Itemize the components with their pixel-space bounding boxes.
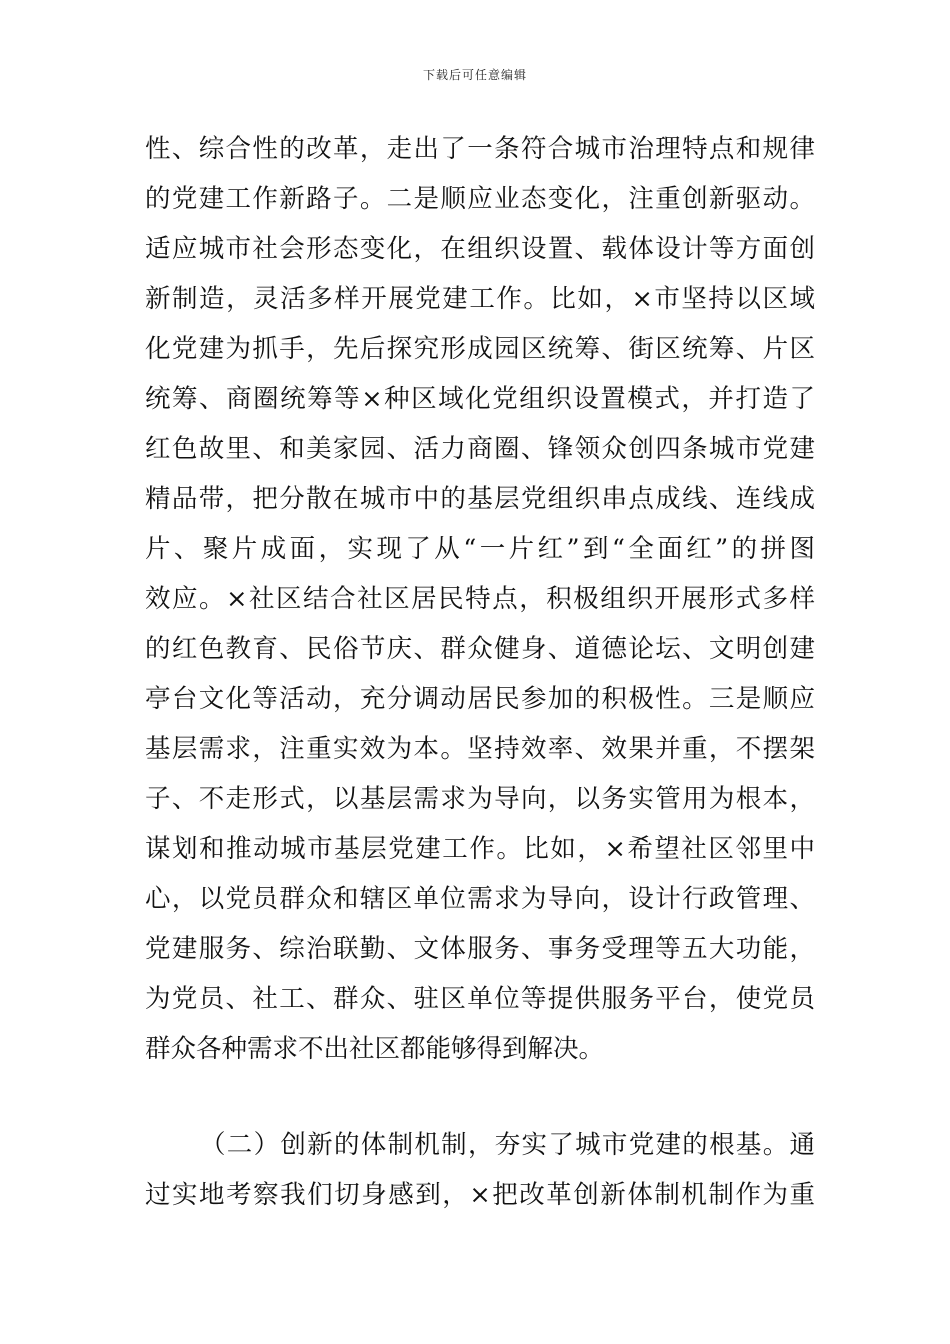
text-line: 效应。×社区结合社区居民特点，积极组织开展形式多样 xyxy=(145,584,815,614)
text-line: 亭台文化等活动，充分调动居民参加的积极性。三是顺应 xyxy=(145,684,815,714)
text-line: （二）创新的体制机制，夯实了城市党建的根基。通 xyxy=(200,1130,815,1160)
paragraph-2 xyxy=(145,1120,815,1220)
text-line: 片、聚片成面，实现了从“一片红”到“全面红”的拼图 xyxy=(145,534,815,564)
text-line: 谋划和推动城市基层党建工作。比如，×希望社区邻里中 xyxy=(145,834,815,864)
text-line: 统筹、商圈统筹等×种区域化党组织设置模式，并打造了 xyxy=(145,384,815,414)
text-line: 心，以党员群众和辖区单位需求为导向，设计行政管理、 xyxy=(145,884,815,914)
text-line: 性、综合性的改革，走出了一条符合城市治理特点和规律 xyxy=(145,134,815,164)
text-line: 过实地考察我们切身感到，×把改革创新体制机制作为重 xyxy=(145,1180,815,1210)
text-line: 为党员、社工、群众、驻区单位等提供服务平台，使党员 xyxy=(145,984,815,1014)
text-line: 精品带，把分散在城市中的基层党组织串点成线、连线成 xyxy=(145,484,815,514)
text-line: 的红色教育、民俗节庆、群众健身、道德论坛、文明创建 xyxy=(145,634,815,664)
text-line: 群众各种需求不出社区都能够得到解决。 xyxy=(145,1034,605,1064)
text-line: 基层需求，注重实效为本。坚持效率、效果并重，不摆架 xyxy=(145,734,815,764)
text-line: 新制造，灵活多样开展党建工作。比如，×市坚持以区域 xyxy=(145,284,815,314)
text-line: 红色故里、和美家园、活力商圈、锋领众创四条城市党建 xyxy=(145,434,815,464)
text-line: 党建服务、综治联勤、文体服务、事务受理等五大功能， xyxy=(145,934,815,964)
text-line: 子、不走形式，以基层需求为导向，以务实管用为根本， xyxy=(145,784,815,814)
paragraph-1 xyxy=(145,124,815,1074)
text-line: 化党建为抓手，先后探究形成园区统筹、街区统筹、片区 xyxy=(145,334,815,364)
header-note: 下载后可任意编辑 xyxy=(422,68,527,82)
text-line: 适应城市社会形态变化，在组织设置、载体设计等方面创 xyxy=(145,234,815,264)
text-line: 的党建工作新路子。二是顺应业态变化，注重创新驱动。 xyxy=(145,184,815,214)
